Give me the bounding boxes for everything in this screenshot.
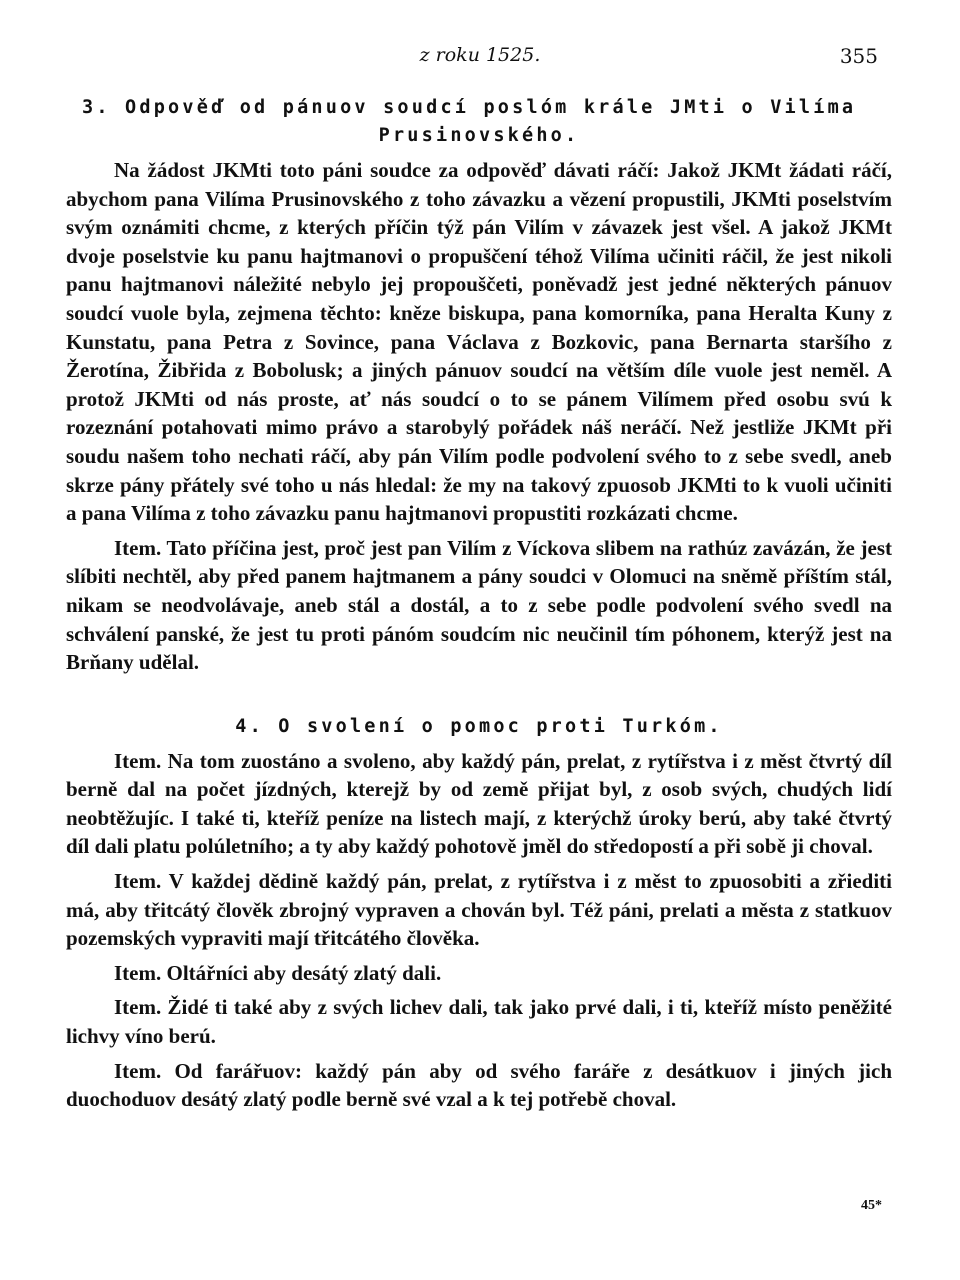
section-3-heading-line2: Prusinovského. [378,125,580,146]
section-4-paragraph: Item. Oltářníci aby desátý zlatý dali. [114,960,442,985]
section-4-heading: 4. O svolení o pomoc proti Turkóm. [235,715,723,737]
section-3-paragraph: Na žádost JKMti toto páni soudce za odpověď dávati ráčí: Jakož JKMt žádati ráčí, abychom pana Vilíma Prusinovského z toho závazku a vězení propustili, JKMti poselstvím svým oznámiti chcme, z kterých příčin týž pán Vilím v závazek jest všel. A jakož JKMt dvoje poselstvie ku panu hajtmanovi o propuščení téhož Vilíma učiniti ráčil, že jest nikoli panu hajtmanovi náležité nebylo jej propouščeti, poněvadž jest jedné některých pánuov soudcí vuole byla, zejmena těchto: kněze biskupa, pana komorníka, pana Heralta Kuny z Kunstatu, pana Petra z Sovince, pana Václava z Bozkovic, pana Bernarta staršího z Žerotína, Žibřida z Bobolusk; a jiných pánuov soudcí na větším díle vuole jest neměl. A protož JKMti od nás proste, ať nás soudcí o to se pánem Vilímem před osobu svú k rozeznání potahovati mimo právo a starobylý pořádek náš neráčí. Než jestliže JKMt při soudu našem toho nechati ráčí, aby pán Vilím podle podvolení svého to z sebe svedl, aneb skrze pány přátely své toho u nás hledal: že my na takový zpuosob JKMti to k vuoli učiniti a pana Vilíma z toho závazku panu hajtmanovi propustiti rozkázati chcme. [66,158,892,526]
section-3-heading-line1: 3. Odpověď od pánuov soudcí poslóm krále JMti o Vilíma [82,97,857,118]
page-number: 355 [839,44,878,68]
section-3-paragraph: Item. Tato příčina jest, proč jest pan Vilím z Víckova slibem na rathúz zavázán, že jest slíbiti nechtěl, aby před panem hajtmanem a pány soudci v Olomuci na sněmě příštím stál, nikam se neodvolávaje, aneb stál a dostál, a to z sebe podle podvolení svého svedl na schválení panské, že jest tu proti pánóm soudcím nic neučinil tím póhonem, kterýž jest na Brňany udělal. [66,535,892,675]
signature-mark: 45* [861,1198,882,1213]
running-title: z roku 1525. [419,44,541,66]
section-3-heading [66,94,892,150]
section-4-paragraph: Item. Židé ti také aby z svých lichev dali, tak jako prvé dali, i ti, kteříž místo peněžité lichvy víno berú. [66,995,892,1049]
page-body [66,94,892,1114]
section-4-paragraph: Item. Na tom zuostáno a svoleno, aby každý pán, prelat, z rytířstva i z měst čtvrtý díl berně dal na počet jízdných, kterejž by od země přijat byl, z osob svých, chudých lidí neobtěžujíc. I také ti, kteříž peníze na listech mají, z kterýchž úroky berú, aby také čtvrtý díl dali platu polúletního; a ty aby každý pohotově jměl do středopostí a při sobě ji choval. [66,748,892,859]
section-4-paragraph: Item. Od farářuov: každý pán aby od svého faráře z desátkuov i jiných jich duochoduov desátý zlatý podle berně své vzal a k tej potřebě choval. [66,1058,892,1112]
section-4-paragraph: Item. V každej dědině každý pán, prelat, z rytířstva i z měst to zpuosobiti a zřiediti má, aby třitcátý člověk zbrojný vypraven a chován byl. Též páni, prelati a města z statkuov pozemských vypraviti mají třitcátého člověka. [66,869,892,951]
running-head [0,44,960,74]
